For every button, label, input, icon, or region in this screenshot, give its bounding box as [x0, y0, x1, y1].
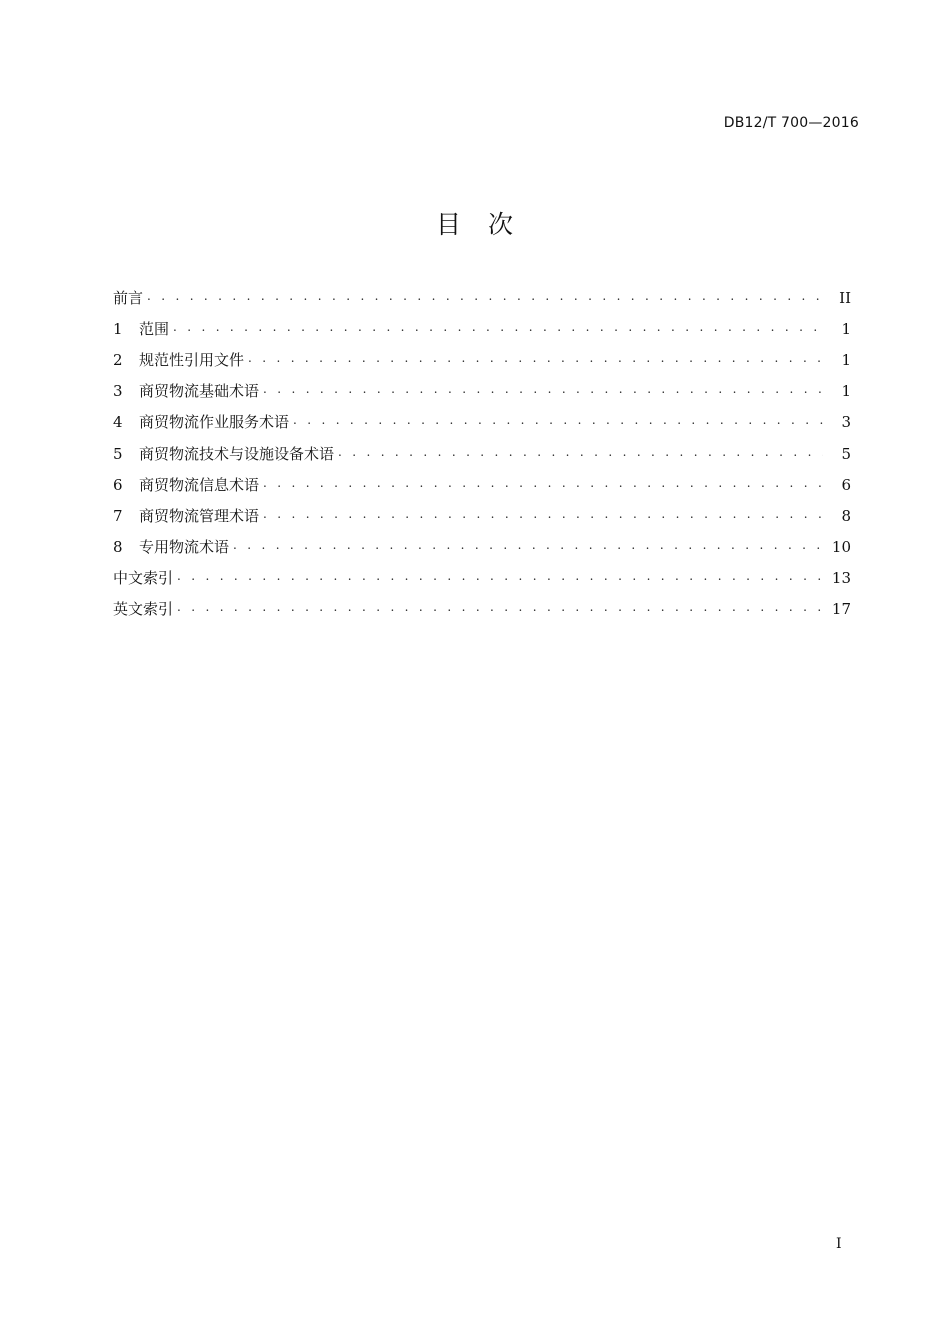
toc-leader-dots	[338, 437, 823, 470]
toc-entry-page: 5	[841, 444, 851, 463]
toc-entry-number: 5	[113, 444, 123, 463]
toc-leader-dots	[263, 468, 823, 501]
toc-entry-page: 13	[831, 568, 851, 587]
toc-leader-dots	[263, 374, 823, 407]
table-of-contents	[113, 283, 851, 625]
toc-entry-page: 1	[841, 320, 851, 339]
toc-leader-dots	[177, 561, 823, 594]
toc-entry-chinese-index[interactable]	[113, 563, 851, 594]
toc-entry-1[interactable]	[113, 314, 851, 345]
toc-entry-3[interactable]	[113, 376, 851, 407]
toc-entry-4[interactable]	[113, 407, 851, 438]
toc-entry-label: 商贸物流信息术语	[139, 475, 260, 494]
toc-entry-number: 1	[113, 320, 123, 339]
toc-entry-label: 英文索引	[113, 600, 174, 619]
toc-entry-page: II	[839, 289, 851, 308]
toc-entry-label: 范围	[139, 320, 170, 339]
toc-entry-label: 商贸物流基础术语	[139, 382, 260, 401]
toc-entry-6[interactable]	[113, 470, 851, 501]
toc-entry-page: 1	[841, 382, 851, 401]
toc-entry-label: 专用物流术语	[139, 537, 230, 556]
page-number: I	[836, 1236, 842, 1252]
toc-entry-english-index[interactable]	[113, 594, 851, 625]
toc-entry-label: 商贸物流作业服务术语	[139, 413, 290, 432]
toc-leader-dots	[177, 592, 823, 625]
toc-entry-page: 6	[841, 475, 851, 494]
toc-entry-page: 10	[831, 537, 851, 556]
page-title: 目 次	[435, 210, 514, 239]
toc-leader-dots	[173, 312, 823, 345]
toc-entry-label: 商贸物流技术与设施设备术语	[139, 444, 335, 463]
toc-entry-number: 2	[113, 351, 123, 370]
toc-entry-page: 17	[831, 600, 851, 619]
toc-entry-number: 4	[113, 413, 123, 432]
toc-entry-page: 1	[841, 351, 851, 370]
toc-entry-7[interactable]	[113, 501, 851, 532]
toc-leader-dots	[248, 343, 823, 376]
toc-entry-number: 7	[113, 506, 123, 525]
toc-entry-page: 8	[841, 506, 851, 525]
toc-entry-label: 商贸物流管理术语	[139, 506, 260, 525]
toc-entry-label: 中文索引	[113, 568, 174, 587]
toc-entry-5[interactable]	[113, 438, 851, 469]
toc-entry-8[interactable]	[113, 532, 851, 563]
toc-entry-number: 8	[113, 537, 123, 556]
toc-entry-label: 前言	[113, 289, 144, 308]
toc-entry-label: 规范性引用文件	[139, 351, 245, 370]
toc-entry-2[interactable]	[113, 345, 851, 376]
toc-leader-dots	[147, 281, 823, 314]
document-code: DB12/T 700—2016	[723, 115, 859, 131]
toc-entry-number: 3	[113, 382, 123, 401]
toc-entry-page: 3	[841, 413, 851, 432]
toc-entry-number: 6	[113, 475, 123, 494]
toc-leader-dots	[293, 405, 823, 438]
toc-entry-foreword[interactable]	[113, 283, 851, 314]
toc-leader-dots	[233, 530, 823, 563]
toc-leader-dots	[263, 499, 823, 532]
